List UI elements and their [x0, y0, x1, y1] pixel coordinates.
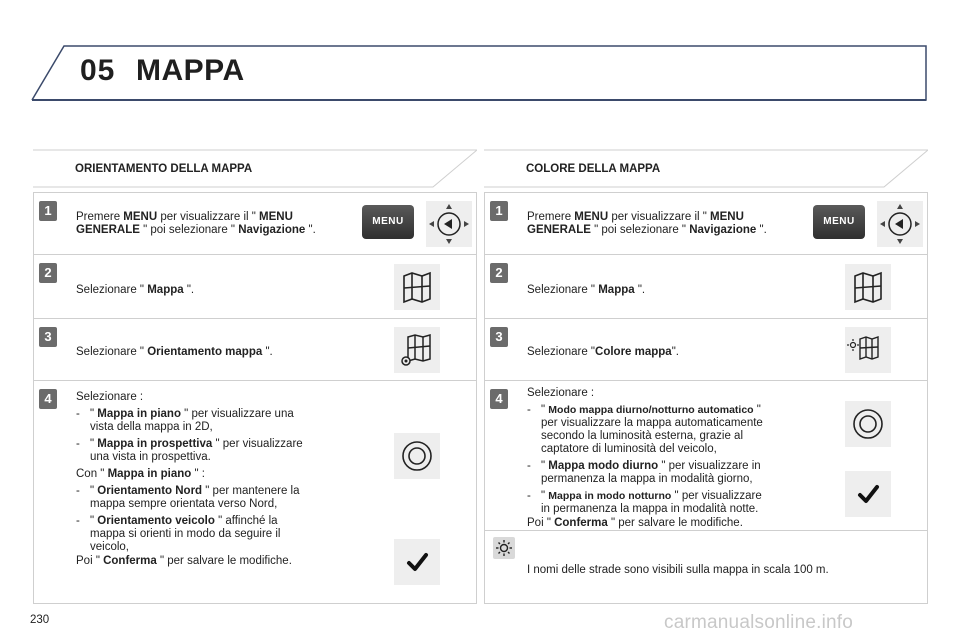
dpad-icon — [426, 201, 472, 247]
step-3 — [34, 319, 476, 381]
step-number: 3 — [490, 327, 508, 347]
step-3 — [485, 319, 927, 381]
map-icon — [845, 264, 891, 310]
list-item: - " Mappa in piano " per visualizzare una vista della mappa in 2D, — [76, 408, 294, 433]
section-title-bar — [484, 148, 928, 188]
tip-box — [485, 531, 927, 603]
step-number: 1 — [39, 201, 57, 221]
lightbulb-icon — [493, 537, 515, 559]
step-number: 2 — [39, 263, 57, 283]
step-4 — [485, 381, 927, 531]
step-text: Selezionare " Mappa ". — [527, 284, 646, 296]
section-title: COLORE DELLA MAPPA — [526, 163, 661, 175]
step-text: Premere MENU per visualizzare il " MENU GENERALE " poi selezionare " Navigazione ". — [527, 211, 767, 236]
checkmark-icon — [394, 539, 440, 585]
target-circle-icon — [394, 433, 440, 479]
step-number: 4 — [39, 389, 57, 409]
step-text: Premere MENU per visualizzare il " MENU GENERALE " poi selezionare " Navigazione ". — [76, 211, 316, 236]
list-item: - " Mappa in modo notturno " per visualizzare in permanenza la mappa in modalità notte. — [527, 490, 762, 515]
tip-text: I nomi delle strade sono visibili sulla mappa in scala 100 m. — [527, 564, 829, 576]
list-item: - " Modo mappa diurno/notturno automatico " per visualizzare la mappa automaticamente secondo la luminosità esterna, grazie al captatore di luminosità del veicolo, — [527, 404, 763, 455]
step-text: Selezionare " Mappa ". — [76, 284, 195, 296]
section-title: ORIENTAMENTO DELLA MAPPA — [75, 163, 253, 175]
menu-button-icon: MENU — [813, 205, 865, 239]
list-item: - " Mappa in prospettiva " per visualizzare una vista in prospettiva. — [76, 438, 303, 463]
steps-box — [484, 192, 928, 604]
map-day-night-icon — [845, 327, 891, 373]
step-number: 1 — [490, 201, 508, 221]
step-2 — [34, 255, 476, 319]
map-settings-icon — [394, 327, 440, 373]
list-item: - " Mappa modo diurno " per visualizzare in permanenza la mappa in modalità giorno, — [527, 460, 761, 485]
step-number: 2 — [490, 263, 508, 283]
step-text: Selezionare " Orientamento mappa ". — [76, 346, 273, 358]
section-title-bar — [33, 148, 477, 188]
list-item: - " Orientamento Nord " per mantenere la mappa sempre orientata verso Nord, — [76, 485, 300, 510]
menu-button-icon: MENU — [362, 205, 414, 239]
chapter-header — [30, 44, 928, 102]
option-list: Selezionare : - " Modo mappa diurno/notturno automatico " per visualizzare la mappa automaticamente secondo la luminosità esterna, grazie al captatore di luminosità del veicolo, - " Mappa modo diurno " per visualizzare in permanenza la mappa in modalità giorno, - " Mappa in modo notturno " per visualizzare in permanenza la mappa in modalità notte. Poi " Conferma " per salvare le modifiche. — [527, 387, 827, 530]
chapter-title: MAPPA — [136, 54, 245, 87]
checkmark-icon — [845, 471, 891, 517]
chapter-number: 05 — [80, 54, 116, 87]
step-2 — [485, 255, 927, 319]
section-map-color — [484, 148, 928, 576]
step-1 — [485, 193, 927, 255]
page-number: 230 — [30, 614, 50, 626]
step-1 — [34, 193, 476, 255]
steps-box — [33, 192, 477, 604]
list-item: - " Orientamento veicolo " affinché la mappa si orienti in modo da seguire il veicolo, — [76, 515, 281, 553]
target-circle-icon — [845, 401, 891, 447]
step-number: 3 — [39, 327, 57, 347]
step-4 — [34, 381, 476, 603]
step-text: Selezionare "Colore mappa". — [527, 346, 679, 358]
section-map-orientation — [33, 148, 477, 567]
dpad-icon — [877, 201, 923, 247]
option-list: Selezionare : - " Mappa in piano " per visualizzare una vista della mappa in 2D, - " Mappa in prospettiva " per visualizzare una vista in prospettiva. Con " Mappa in piano " : - " Orientamento Nord " per mantenere la mappa sempre orientata verso Nord, - " Orientamento veicolo " affinché la mappa si orienti in modo da seguire il veicolo, Poi " Conferma " per salvare le modifiche. — [76, 391, 376, 568]
step-number: 4 — [490, 389, 508, 409]
watermark: carmanualsonline.info — [664, 612, 854, 633]
map-icon — [394, 264, 440, 310]
